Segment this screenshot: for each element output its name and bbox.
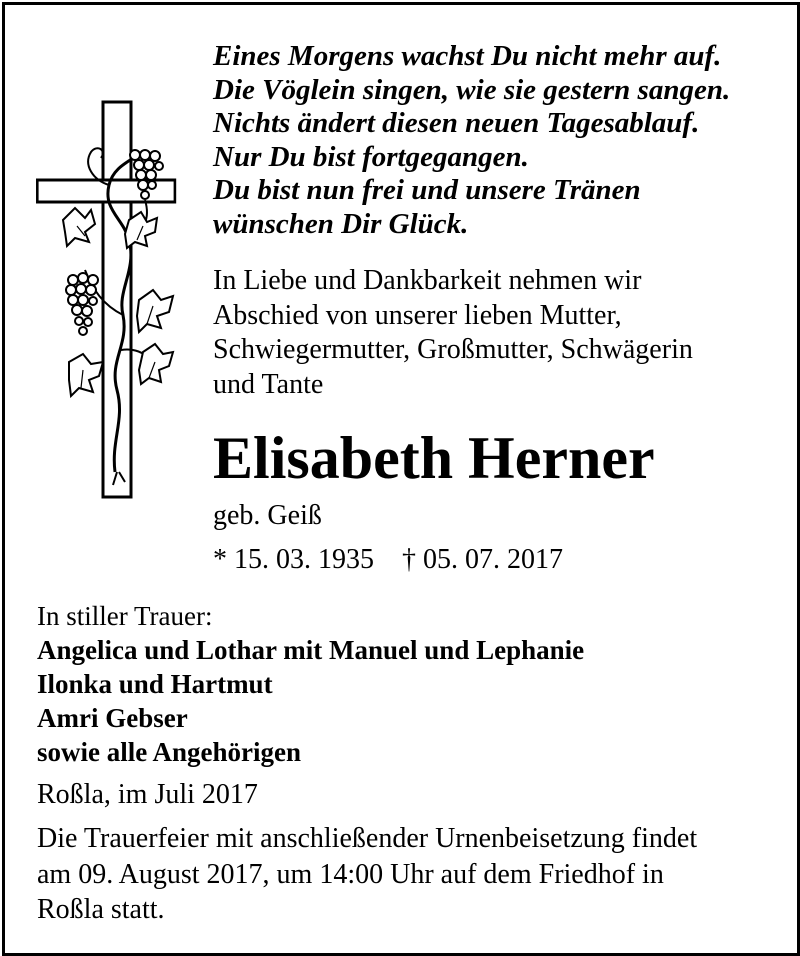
poem: [213, 40, 793, 241]
mourner-name: sowie alle Angehörigen: [37, 737, 301, 767]
funeral-line: Roßla statt.: [37, 894, 165, 925]
poem-line: Nur Du bist fortgegangen.: [213, 140, 529, 173]
mourners-heading: In stiller Trauer:: [37, 601, 213, 631]
birth-date: * 15. 03. 1935: [213, 544, 374, 575]
death-date: † 05. 07. 2017: [402, 544, 563, 575]
funeral-info: [37, 821, 797, 928]
mourner-name: Amri Gebser: [37, 703, 188, 733]
poem-line: Eines Morgens wachst Du nicht mehr auf.: [213, 40, 722, 72]
obituary-notice: [2, 2, 800, 956]
place-date: Roßla, im Juli 2017: [37, 779, 258, 810]
intro-line: Abschied von unserer lieben Mutter,: [213, 299, 622, 331]
cross-with-grapevine-icon: [33, 100, 178, 505]
poem-line: Nichts ändert diesen neuen Tagesablauf.: [213, 107, 700, 139]
funeral-line: am 09. August 2017, um 14:00 Uhr auf dem Friedhof in: [37, 858, 664, 890]
mourner-name: Angelica und Lothar mit Manuel und Lephanie: [37, 635, 585, 665]
poem-line: wünschen Dir Glück.: [213, 207, 469, 240]
maiden-name: geb. Geiß: [213, 500, 322, 531]
mourner-name: Ilonka und Hartmut: [37, 669, 273, 699]
poem-line: Die Vöglein singen, wie sie gestern sangen.: [213, 73, 731, 106]
intro-text: [213, 264, 793, 402]
deceased-name: Elisabeth Herner: [213, 425, 655, 491]
life-dates: [213, 540, 563, 580]
intro-line: In Liebe und Dankbarkeit nehmen wir: [213, 265, 642, 296]
poem-line: Du bist nun frei und unsere Tränen: [213, 174, 641, 206]
intro-line: und Tante: [213, 368, 324, 400]
intro-line: Schwiegermutter, Großmutter, Schwägerin: [213, 334, 693, 365]
mourners: [37, 599, 787, 769]
funeral-line: Die Trauerfeier mit anschließender Urnenbeisetzung findet: [37, 823, 698, 854]
